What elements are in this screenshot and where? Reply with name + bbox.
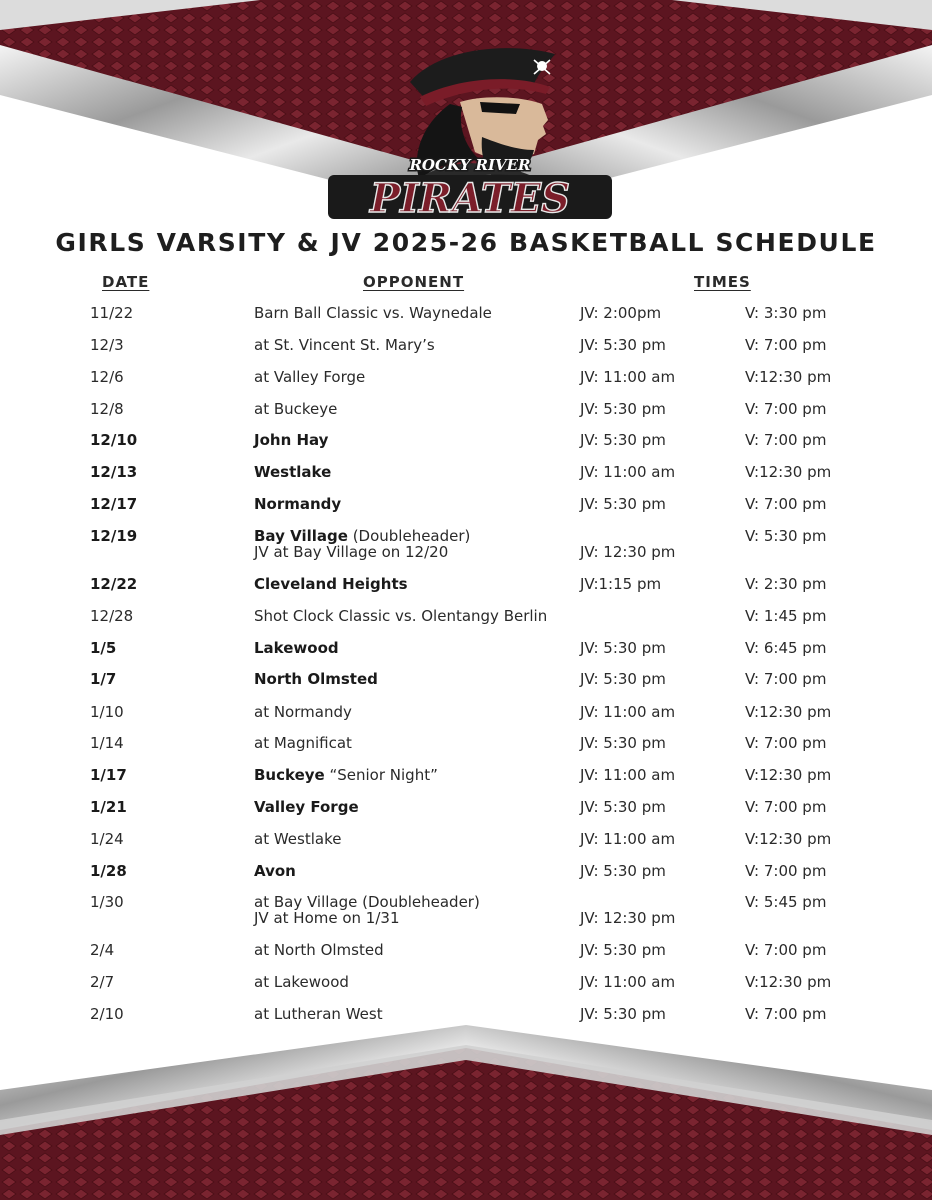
jv-time: JV: 5:30 pm (580, 862, 666, 880)
game-opponent: at Lakewood (254, 973, 349, 991)
varsity-time: V:12:30 pm (745, 463, 832, 481)
varsity-time: V: 7:00 pm (745, 734, 827, 752)
game-date: 1/17 (90, 766, 127, 784)
jv-time: JV: 11:00 am (580, 830, 676, 848)
game-date: 12/6 (90, 368, 124, 386)
game-opponent: Cleveland Heights (254, 575, 408, 593)
jv-time: JV: 5:30 pm (580, 639, 666, 657)
jv-time: JV: 12:30 pm (580, 909, 676, 927)
game-opponent: Westlake (254, 463, 332, 481)
game-date: 1/21 (90, 798, 127, 816)
game-date: 12/3 (90, 336, 124, 354)
varsity-time: V: 7:00 pm (745, 798, 827, 816)
jv-time: JV: 5:30 pm (580, 670, 666, 688)
varsity-time: V:12:30 pm (745, 703, 832, 721)
game-date: 2/7 (90, 973, 115, 991)
varsity-time: V: 5:45 pm (745, 893, 827, 911)
game-date: 12/19 (90, 527, 138, 545)
game-date: 1/7 (90, 670, 117, 688)
game-date: 1/24 (90, 830, 124, 848)
game-opponent: Buckeye “Senior Night” (254, 766, 438, 784)
game-opponent: at St. Vincent St. Mary’s (254, 336, 435, 354)
jv-time: JV: 2:00pm (580, 304, 662, 322)
game-opponent: at Bay Village (Doubleheader) JV at Home on 1/31 (254, 893, 480, 927)
game-opponent: Valley Forge (254, 798, 359, 816)
game-opponent: Avon (254, 862, 296, 880)
game-note: (Doubleheader) (352, 527, 471, 545)
game-opponent: at Magnificat (254, 734, 352, 752)
game-date: 1/30 (90, 893, 124, 911)
varsity-time: V: 6:45 pm (745, 639, 827, 657)
game-date: 12/8 (90, 400, 124, 418)
logo-wordmark-top: ROCKY RIVER (409, 156, 531, 174)
game-date: 11/22 (90, 304, 134, 322)
game-date: 1/14 (90, 734, 124, 752)
jv-time: JV: 5:30 pm (580, 941, 666, 959)
varsity-time: V: 2:30 pm (745, 575, 827, 593)
game-date: 12/10 (90, 431, 138, 449)
game-opponent: at Lutheran West (254, 1005, 383, 1023)
varsity-time: V: 7:00 pm (745, 495, 827, 513)
jv-time: JV: 5:30 pm (580, 798, 666, 816)
jv-time: JV: 11:00 am (580, 368, 676, 386)
game-date: 2/4 (90, 941, 115, 959)
jv-time: JV: 11:00 am (580, 973, 676, 991)
varsity-time: V: 5:30 pm (745, 527, 827, 545)
jv-time: JV: 5:30 pm (580, 495, 666, 513)
schedule-title: GIRLS VARSITY & JV 2025-26 BASKETBALL SCHEDULE (55, 228, 877, 257)
jv-time: JV: 11:00 am (580, 766, 676, 784)
varsity-time: V: 3:30 pm (745, 304, 827, 322)
header-times: TIMES (694, 273, 751, 291)
game-date: 12/28 (90, 607, 134, 625)
game-subline: JV at Home on 1/31 (254, 909, 400, 927)
game-date: 2/10 (90, 1005, 124, 1023)
jv-time: JV: 5:30 pm (580, 1005, 666, 1023)
game-date: 1/28 (90, 862, 127, 880)
jv-time: JV: 11:00 am (580, 463, 676, 481)
varsity-time: V: 7:00 pm (745, 862, 827, 880)
jv-time: JV: 12:30 pm (580, 543, 676, 561)
game-date: 12/13 (90, 463, 138, 481)
varsity-time: V: 7:00 pm (745, 941, 827, 959)
header-date: DATE (102, 273, 150, 291)
game-date: 12/22 (90, 575, 138, 593)
varsity-time: V:12:30 pm (745, 830, 832, 848)
game-opponent: John Hay (254, 431, 329, 449)
varsity-time: V:12:30 pm (745, 766, 832, 784)
game-date: 1/10 (90, 703, 124, 721)
game-opponent: at Normandy (254, 703, 352, 721)
game-opponent: Lakewood (254, 639, 339, 657)
varsity-time: V:12:30 pm (745, 368, 832, 386)
game-opponent: at North Olmsted (254, 941, 384, 959)
game-opponent: Bay Village (Doubleheader) JV at Bay Village on 12/20 (254, 527, 471, 561)
pirates-logo (310, 42, 630, 227)
jv-time: JV: 5:30 pm (580, 400, 666, 418)
game-opponent: Shot Clock Classic vs. Olentangy Berlin (254, 607, 548, 625)
game-date: 12/17 (90, 495, 138, 513)
game-opponent: North Olmsted (254, 670, 378, 688)
logo-wordmark-main: PIRATES (369, 175, 571, 222)
varsity-time: V:12:30 pm (745, 973, 832, 991)
game-opponent: Barn Ball Classic vs. Waynedale (254, 304, 492, 322)
header-opponent: OPPONENT (363, 273, 465, 291)
jv-time: JV: 5:30 pm (580, 734, 666, 752)
game-note: “Senior Night” (329, 766, 438, 784)
varsity-time: V: 7:00 pm (745, 400, 827, 418)
jv-time: JV: 5:30 pm (580, 431, 666, 449)
jv-time: JV: 5:30 pm (580, 336, 666, 354)
game-opponent: at Valley Forge (254, 368, 366, 386)
game-subline: JV at Bay Village on 12/20 (254, 543, 449, 561)
varsity-time: V: 7:00 pm (745, 1005, 827, 1023)
varsity-time: V: 1:45 pm (745, 607, 827, 625)
game-date: 1/5 (90, 639, 117, 657)
game-opponent: at Buckeye (254, 400, 338, 418)
varsity-time: V: 7:00 pm (745, 336, 827, 354)
game-opponent: at Westlake (254, 830, 342, 848)
jv-time: JV: 11:00 am (580, 703, 676, 721)
varsity-time: V: 7:00 pm (745, 431, 827, 449)
jv-time: JV:1:15 pm (580, 575, 662, 593)
varsity-time: V: 7:00 pm (745, 670, 827, 688)
game-opponent: Normandy (254, 495, 342, 513)
